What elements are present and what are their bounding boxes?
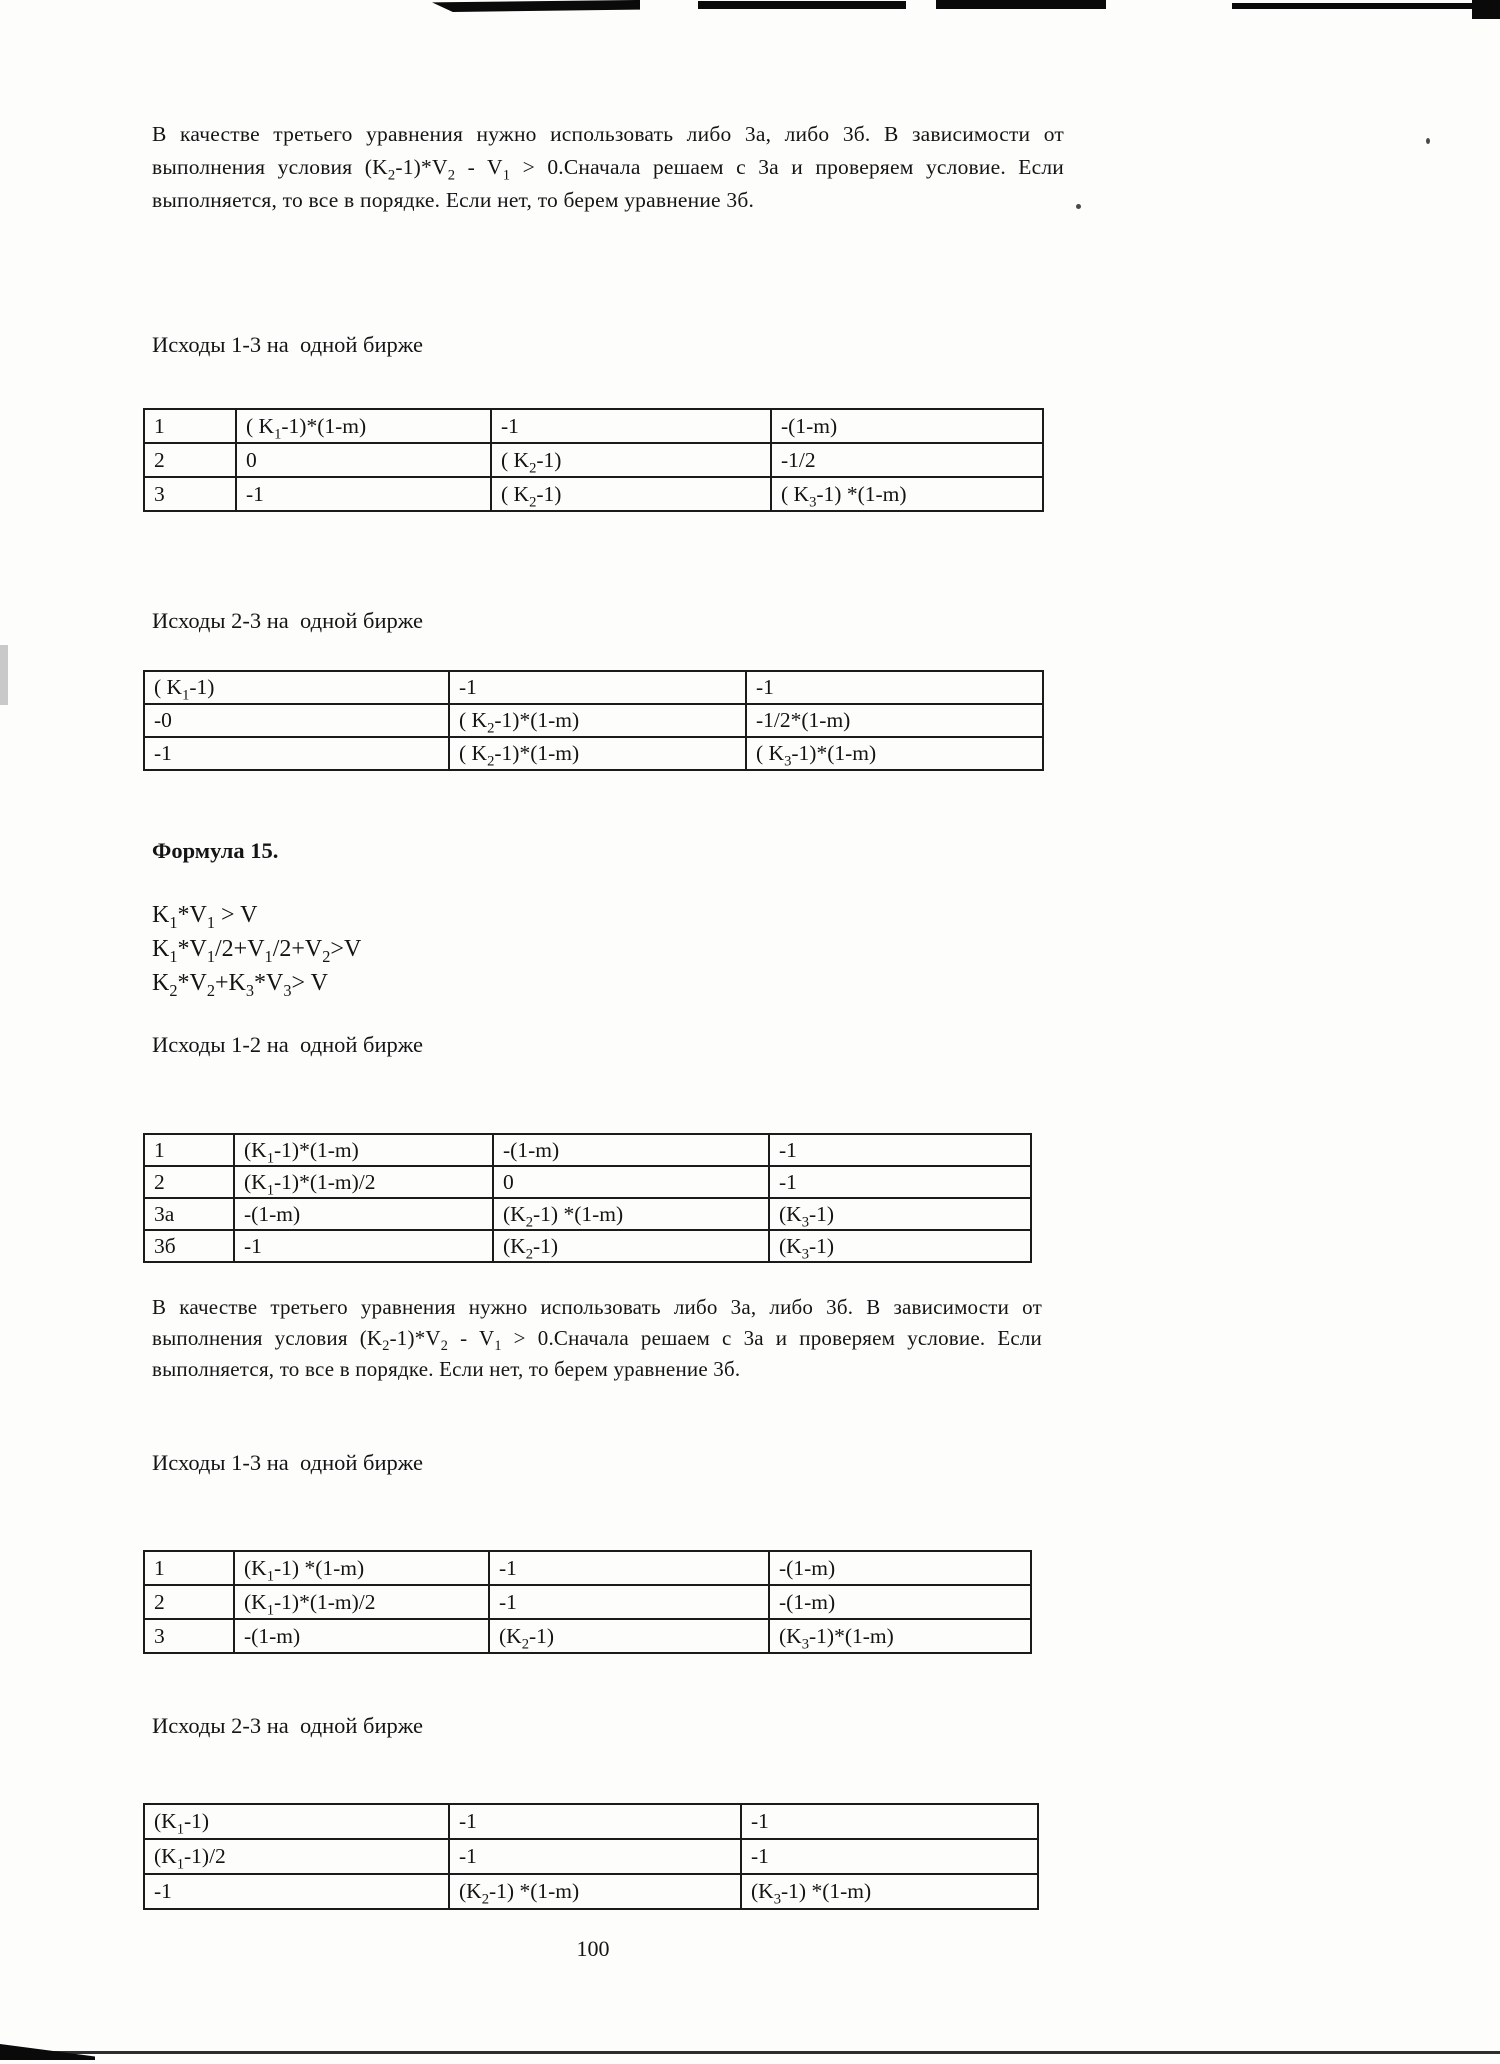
table-cell: -1 (449, 1839, 741, 1874)
table-cell: $(K_3-1)$ (769, 1198, 1031, 1230)
scan-artifact-top-bar-2 (698, 1, 906, 9)
table-cell: -1 (491, 409, 771, 443)
table-cell: $(K_1-1)*(1-m)$ (234, 1134, 493, 1166)
table-cell: $(K_1-1)*(1-m)/2$ (234, 1166, 493, 1198)
formula-block (152, 898, 361, 1000)
table-cell: $(K_3-1)$ (769, 1230, 1031, 1262)
table-cell: 3 (144, 1619, 234, 1653)
table-cell: 1 (144, 1134, 234, 1166)
table-row (144, 1585, 1031, 1619)
table-row (144, 1804, 1038, 1839)
table-cell: ( $K_3-1$) *(1-m) (771, 477, 1043, 511)
scan-artifact-top-bar-3 (936, 0, 1106, 9)
table-cell: ( $K_1-1$) (144, 671, 449, 704)
table-cell: -1 (144, 737, 449, 770)
formula-title: Формула 15. (152, 838, 279, 863)
table-row (144, 443, 1043, 477)
table-row (144, 1134, 1031, 1166)
table-row (144, 1619, 1031, 1653)
table-cell: ( $K_2-1$) (491, 477, 771, 511)
table-cell: -1/2*(1-m) (746, 704, 1043, 737)
table-row (144, 409, 1043, 443)
scan-artifact-top-bar-4 (1232, 3, 1477, 9)
table-cell: ( $K_1-1)*(1-m)$ (236, 409, 491, 443)
table-cell: -(1-m) (769, 1585, 1031, 1619)
table-outcomes-2-3-a (143, 670, 1044, 771)
table-cell: 3 (144, 477, 236, 511)
table-row (144, 1551, 1031, 1585)
table-cell: $(K_1-1)*(1-m)/2$ (234, 1585, 489, 1619)
scan-speck-2 (1426, 138, 1430, 144)
scan-artifact-bottom-line (0, 2051, 1500, 2054)
table-cell: $(K_2-1)$ *(1-m) (493, 1198, 769, 1230)
table-cell: -1 (489, 1551, 769, 1585)
table-cell: ( $K_2-1)*(1-m)$ (449, 737, 746, 770)
table-outcomes-1-3-a (143, 408, 1044, 512)
table-cell: -1 (769, 1134, 1031, 1166)
scan-speck-1 (1076, 204, 1081, 209)
table-cell: $(K_3-1)$ *(1-m) (741, 1874, 1038, 1909)
table-cell: 0 (236, 443, 491, 477)
table-row (144, 1839, 1038, 1874)
table-cell: -(1-m) (234, 1198, 493, 1230)
table-cell: -1 (741, 1839, 1038, 1874)
table-cell: -1/2 (771, 443, 1043, 477)
table-row (144, 1166, 1031, 1198)
table-cell: 1 (144, 1551, 234, 1585)
table-row (144, 737, 1043, 770)
heading-outcomes-2-3-b: Исходы 2-3 на одной бирже (152, 1713, 423, 1738)
table-outcomes-1-3-b (143, 1550, 1032, 1654)
heading-outcomes-2-3-a: Исходы 2-3 на одной бирже (152, 608, 423, 633)
scan-artifact-top-bar-1 (432, 0, 640, 12)
middle-paragraph: В качестве третьего уравнения нужно использовать либо 3а, либо 3б. В зависимости от выполнения условия $(K_2-1)*V_2 - V_1$ > 0.Сначала решаем с 3а и проверяем условие. Если выполняется, то все в порядке. Если нет, то берем уравнение 3б. (152, 1295, 1042, 1381)
table-cell: $(K_1-1)$ (144, 1804, 449, 1839)
table-cell: -(1-m) (493, 1134, 769, 1166)
scan-artifact-left-smudge (0, 645, 8, 705)
table-cell: -0 (144, 704, 449, 737)
formula-line-2: $K_1*V_1/2+V_1/2+V_2>V$ (152, 936, 362, 966)
table-cell: -1 (449, 671, 746, 704)
table-row (144, 1230, 1031, 1262)
table-cell: -(1-m) (769, 1551, 1031, 1585)
table-cell: 3б (144, 1230, 234, 1262)
table-row (144, 1198, 1031, 1230)
table-cell: $(K_2-1)$ *(1-m) (449, 1874, 741, 1909)
table-cell: -1 (746, 671, 1043, 704)
table-cell: ( $K_3-1)*(1-m)$ (746, 737, 1043, 770)
heading-outcomes-1-3-b: Исходы 1-3 на одной бирже (152, 1450, 423, 1475)
formula-line-3: $K_2*V_2+K_3*V_3> V$ (152, 970, 328, 1000)
table-row (144, 1874, 1038, 1909)
formula-line-1: $K_1*V_1 > V$ (152, 902, 258, 932)
table-cell: $(K_1-1)$ *(1-m) (234, 1551, 489, 1585)
table-cell: -1 (449, 1804, 741, 1839)
table-cell: -1 (144, 1874, 449, 1909)
table-cell: 1 (144, 409, 236, 443)
table-cell: 2 (144, 1166, 234, 1198)
table-cell: $(K_3-1)*(1-m)$ (769, 1619, 1031, 1653)
table-cell: 0 (493, 1166, 769, 1198)
table-cell: -1 (769, 1166, 1031, 1198)
table-row (144, 704, 1043, 737)
table-cell: ( $K_2-1$) (491, 443, 771, 477)
heading-outcomes-1-3-a: Исходы 1-3 на одной бирже (152, 332, 423, 357)
table-cell: -1 (741, 1804, 1038, 1839)
table-outcomes-2-3-b (143, 1803, 1039, 1910)
page-number: 100 (576, 1936, 610, 1961)
table-row (144, 671, 1043, 704)
table-cell: 3а (144, 1198, 234, 1230)
table-cell: 2 (144, 443, 236, 477)
intro-paragraph: В качестве третьего уравнения нужно использовать либо 3а, либо 3б. В зависимости от выполнения условия $(K_2-1)*V_2 - V_1$ > 0.Сначала решаем с 3а и проверяем условие. Если выполняется, то все в порядке. Если нет, то берем уравнение 3б. (152, 122, 1064, 212)
table-cell: ( $K_2-1)*(1-m)$ (449, 704, 746, 737)
table-cell: $(K_1-1)/2$ (144, 1839, 449, 1874)
table-row (144, 477, 1043, 511)
table-cell: $(K_2-1)$ (493, 1230, 769, 1262)
table-cell: $(K_2-1)$ (489, 1619, 769, 1653)
table-cell: -1 (489, 1585, 769, 1619)
table-cell: 2 (144, 1585, 234, 1619)
heading-outcomes-1-2: Исходы 1-2 на одной бирже (152, 1032, 423, 1057)
table-cell: -1 (236, 477, 491, 511)
table-cell: -(1-m) (771, 409, 1043, 443)
scan-artifact-top-right-block (1472, 0, 1500, 19)
table-outcomes-1-2 (143, 1133, 1032, 1263)
table-cell: -1 (234, 1230, 493, 1262)
table-cell: -(1-m) (234, 1619, 489, 1653)
